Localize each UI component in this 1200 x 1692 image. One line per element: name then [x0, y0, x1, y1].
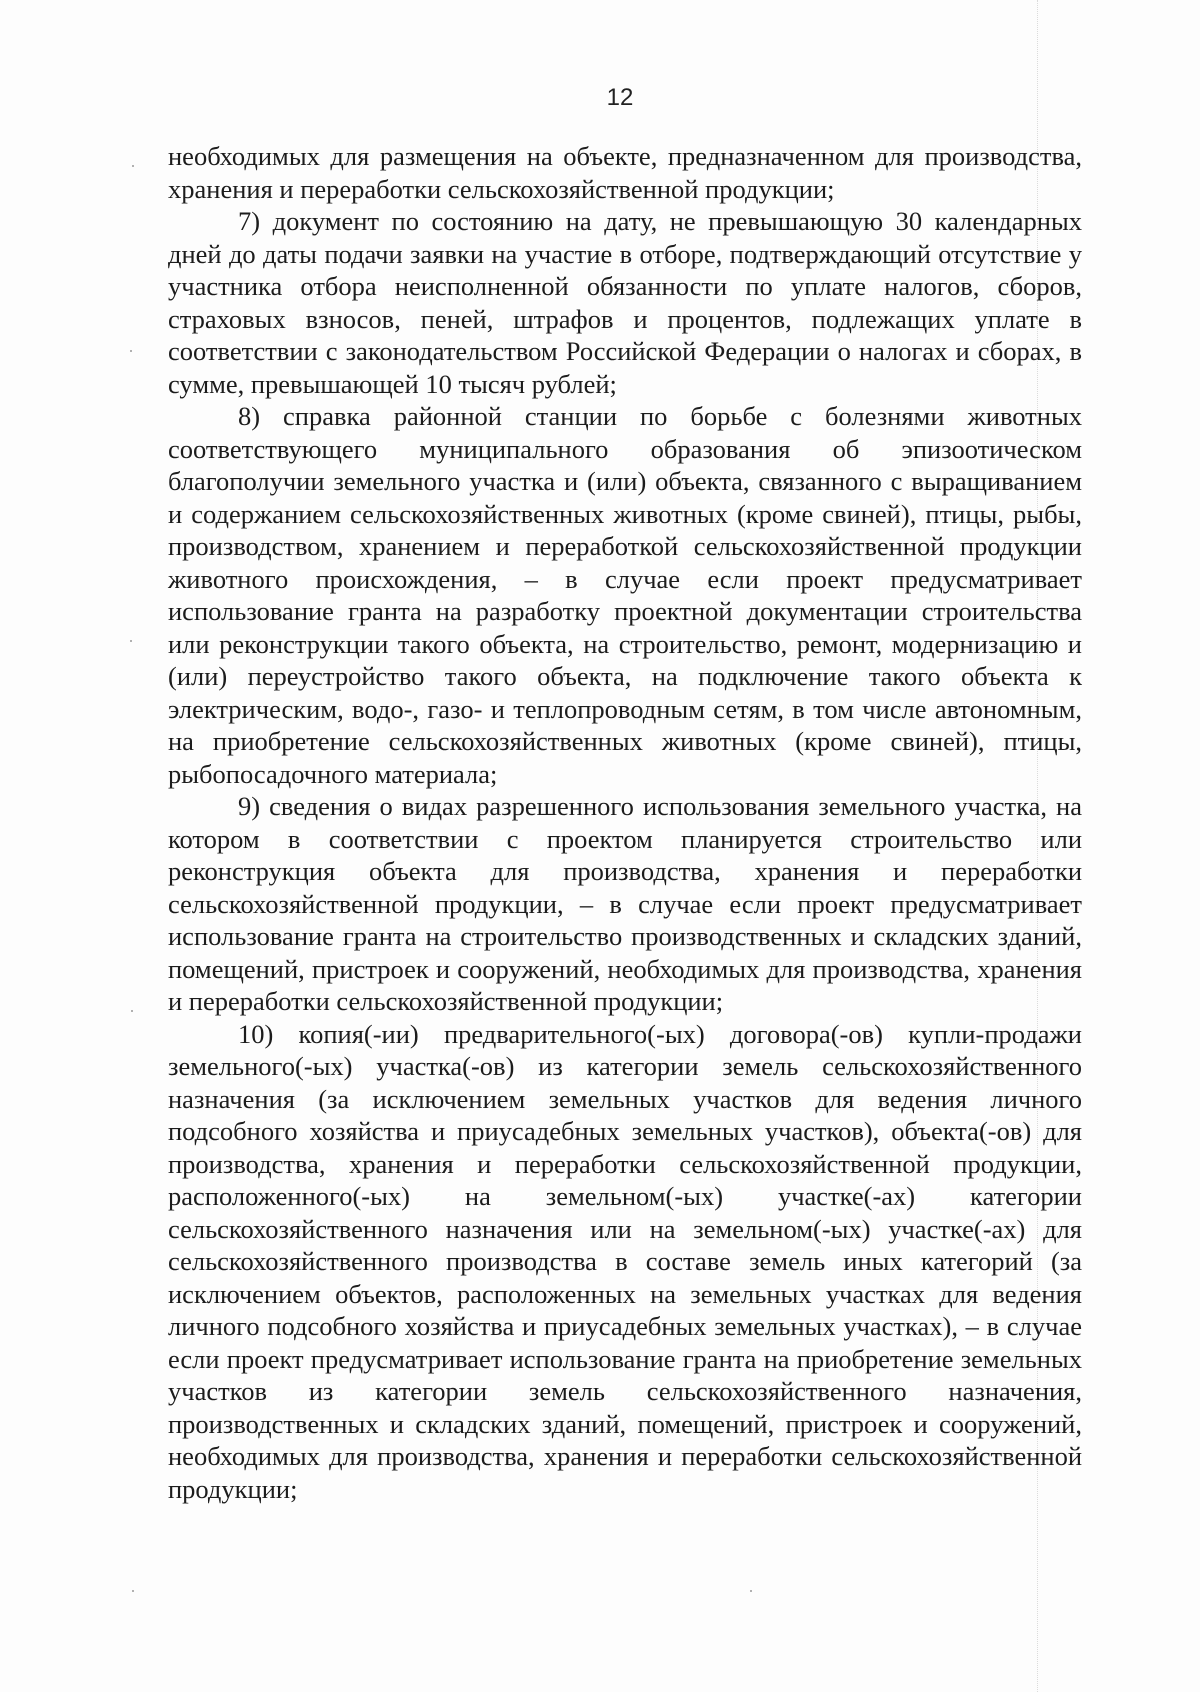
- document-body: [168, 140, 1082, 1505]
- scan-speck: [750, 1590, 752, 1592]
- page-number: 12: [606, 84, 634, 111]
- scan-speck: [132, 165, 134, 167]
- paragraph-item-8: 8) справка районной станции по борьбе с болезнями животных соответствующего муниципального образования об эпизоотическом благополучии земельного участка и (или) объекта, связанного с выращиванием и содержанием сельскохозяйственных животных (кроме свиней), птицы, рыбы, производством, хранением и переработкой сельскохозяйственной продукции животного происхождения, – в случае если проект предусматривает использование гранта на разработку проектной документации строительства или реконструкции такого объекта, на строительство, ремонт, модернизацию и (или) переустройство такого объекта, на подключение такого объекта к электрическим, водо-, газо- и теплопроводным сетям, в том числе автономным, на приобретение сельскохозяйственных животных (кроме свиней), птицы, рыбопосадочного материала;: [168, 401, 1082, 789]
- scan-speck: [130, 640, 132, 642]
- paragraph-continuation: необходимых для размещения на объекте, предназначенном для производства, хранения и переработки сельскохозяйственной продукции;: [168, 141, 1082, 204]
- paragraph-item-10: 10) копия(-ии) предварительного(-ых) договора(-ов) купли-продажи земельного(-ых) участка(-ов) из категории земель сельскохозяйственного назначения (за исключением земельных участков для ведения личного подсобного хозяйства и приусадебных земельных участков), объекта(-ов) для производства, хранения и переработки сельскохозяйственной продукции, расположенного(-ых) на земельном(-ых) участке(-ах) категории сельскохозяйственного назначения или на земельном(-ых) участке(-ах) для сельскохозяйственного производства в составе земель иных категорий (за исключением объектов, расположенных на земельных участках для ведения личного подсобного хозяйства и приусадебных земельных участках), – в случае если проект предусматривает использование гранта на приобретение земельных участков из категории земель сельскохозяйственного назначения, производственных и складских зданий, помещений, пристроек и сооружений, необходимых для производства, хранения и переработки сельскохозяйственной продукции;: [168, 1018, 1082, 1504]
- scan-speck: [130, 350, 132, 352]
- paragraph-item-7: 7) документ по состоянию на дату, не превышающую 30 календарных дней до даты подачи заявки на участие в отборе, подтверждающий отсутствие у участника отбора неисполненной обязанности по уплате налогов, сборов, страховых взносов, пеней, штрафов и процентов, подлежащих уплате в соответствии с законодательством Российской Федерации о налогах и сборах, в сумме, превышающей 10 тысяч рублей;: [168, 206, 1082, 399]
- scan-speck: [132, 1590, 134, 1592]
- scan-speck: [131, 1010, 133, 1012]
- paragraph-item-9: 9) сведения о видах разрешенного использования земельного участка, на котором в соответствии с проектом планируется строительство или реконструкция объекта для производства, хранения и переработки сельскохозяйственной продукции, – в случае если проект предусматривает использование гранта на строительство производственных и складских зданий, помещений, пристроек и сооружений, необходимых для производства, хранения и переработки сельскохозяйственной продукции;: [168, 791, 1082, 1016]
